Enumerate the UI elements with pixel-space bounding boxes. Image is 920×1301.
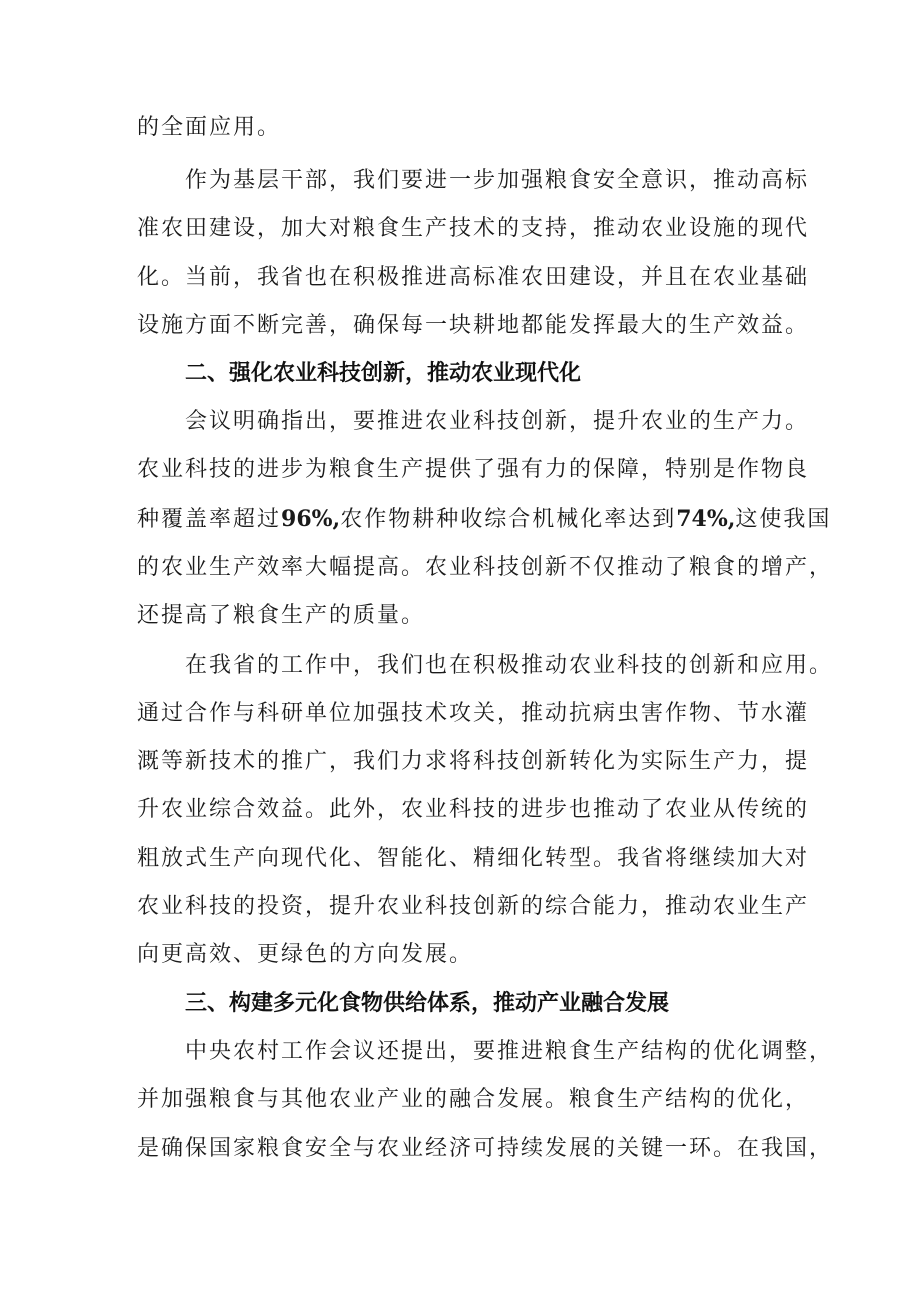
paragraph-line: 还提高了粮食生产的质量。 bbox=[137, 603, 426, 628]
paragraph-line: 农业科技的进步为粮食生产提供了强有力的保障，特别是作物良 bbox=[137, 457, 810, 482]
section-heading: 二、强化农业科技创新，推动农业现代化 bbox=[185, 361, 582, 386]
paragraph-line: 粗放式生产向现代化、智能化、精细化转型。我省将继续加大对 bbox=[137, 846, 810, 871]
text-run: 种覆盖率超过 bbox=[137, 507, 282, 532]
paragraph-line: 升农业综合效益。此外，农业科技的进步也推动了农业从传统的 bbox=[137, 797, 810, 822]
paragraph-line: 是确保国家粮食安全与农业经济可持续发展的关键一环。在我国， bbox=[137, 1136, 834, 1161]
paragraph-line: 溉等新技术的推广，我们力求将科技创新转化为实际生产力，提 bbox=[137, 749, 810, 774]
paragraph-line: 向更高效、更绿色的方向发展。 bbox=[137, 942, 474, 967]
paragraph-line: 作为基层干部，我们要进一步加强粮食安全意识，推动高标 bbox=[185, 168, 810, 193]
text-run: 这使我国 bbox=[735, 507, 832, 532]
text-run: 农作物耕种收综合机械化率达到 bbox=[340, 507, 677, 532]
paragraph-line: 并加强粮食与其他农业产业的融合发展。粮食生产结构的优化， bbox=[137, 1087, 810, 1112]
paragraph-line: 在我省的工作中，我们也在积极推动农业科技的创新和应用。 bbox=[185, 653, 834, 678]
paragraph-line: 化。当前，我省也在积极推进高标准农田建设，并且在农业基础 bbox=[137, 265, 810, 290]
paragraph-line: 通过合作与科研单位加强技术攻关，推动抗病虫害作物、节水灌 bbox=[137, 701, 810, 726]
section-heading: 三、构建多元化食物供给体系，推动产业融合发展 bbox=[185, 991, 670, 1016]
paragraph-line: 的全面应用。 bbox=[137, 115, 282, 140]
paragraph-line: 农业科技的投资，提升农业科技创新的综合能力，推动农业生产 bbox=[137, 894, 810, 919]
paragraph-line: 设施方面不断完善，确保每一块耕地都能发挥最大的生产效益。 bbox=[137, 313, 810, 338]
paragraph-line: 准农田建设，加大对粮食生产技术的支持，推动农业设施的现代 bbox=[137, 216, 810, 241]
stat-value: 74%, bbox=[676, 506, 736, 532]
paragraph-line bbox=[137, 504, 831, 535]
paragraph-line: 会议明确指出，要推进农业科技创新，提升农业的生产力。 bbox=[185, 409, 810, 434]
stat-value: 96%, bbox=[281, 506, 341, 532]
paragraph-line: 中央农村工作会议还提出，要推进粮食生产结构的优化调整， bbox=[185, 1039, 834, 1064]
paragraph-line: 的农业生产效率大幅提高。农业科技创新不仅推动了粮食的增产， bbox=[137, 555, 834, 580]
